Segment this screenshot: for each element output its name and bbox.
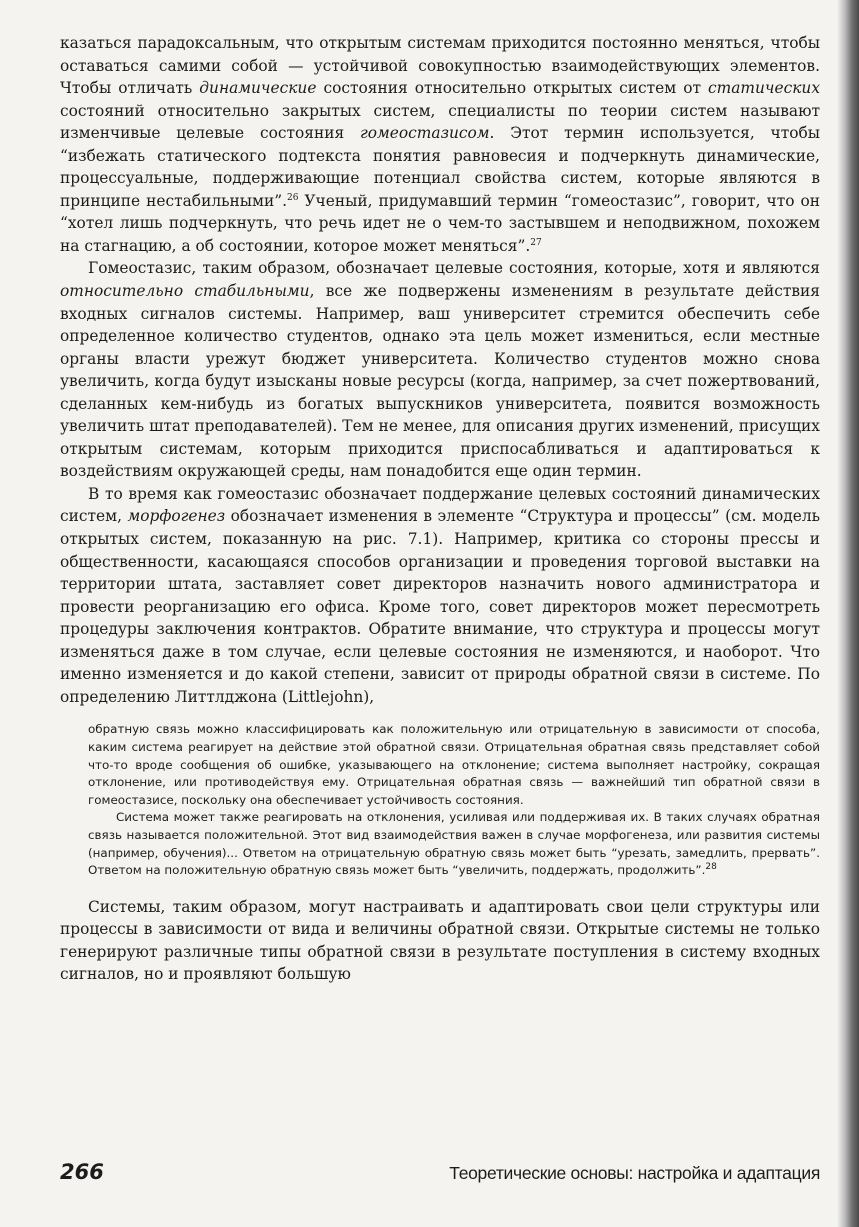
page-footer bbox=[60, 1160, 820, 1190]
page-body bbox=[60, 32, 820, 986]
text-span: Система может также реагировать на отклонения, усиливая или поддерживая их. В таких случаях обратная связь называется положительной. Этот вид взаимодействия важен в случае морфогенеза, или развития системы (например, обучения)... Ответом на отрицательную обратную связь может быть “урезать, замедлить, прервать”. Ответом на положительную обратную связь может быть “увеличить, поддержать, продолжить”. bbox=[88, 810, 820, 878]
paragraph-4: Системы, таким образом, могут настраивать и адаптировать свои цели структуры или процессы в зависимости от вида и величины обратной связи. Открытые системы не только генерируют различные типы обратной связи в результате поступления в систему входных сигналов, но и проявляют большую bbox=[60, 897, 820, 984]
text-span: Гомеостазис, таким образом, обозначает целевые состояния, которые, хотя и являются bbox=[88, 259, 820, 278]
paragraph-2 bbox=[60, 257, 820, 482]
text-span: В то время как гомеостазис обозначает поддержание целевых состояний динамических систем, bbox=[60, 484, 820, 526]
footnote-ref: 26 bbox=[286, 192, 299, 203]
emphasis-term: относительно стабильными bbox=[60, 282, 310, 301]
emphasis-term: морфогенез bbox=[127, 507, 226, 526]
text-span: состояния относительно открытых систем от bbox=[316, 79, 709, 98]
quote-paragraph-1: обратную связь можно классифицировать как положительную или отрицательную в зависимости от способа, каким система реагирует на действие этой обратной связи. Отрицательная обратная связь представляет собой что-то вроде сообщения об ошибке, указывающего на отклонение; система выполняет настройку, сокращая отклонение, или противодействуя ему. Отрицательная обратная связь — важнейший тип обратной связи в гомеостазисе, поскольку она обеспечивает устойчивость состояния. bbox=[88, 722, 820, 807]
text-span: казаться парадоксальным, что открытым системам приходится постоянно меняться, чтобы оставаться самими собой — устойчивой совокупностью взаимодействующих элементов. Чтобы отличать bbox=[60, 34, 820, 98]
footnote-ref: 28 bbox=[705, 862, 717, 873]
emphasis-term: статических bbox=[708, 79, 821, 98]
quote-paragraph-2 bbox=[88, 809, 820, 879]
text-span: состояний относительно закрытых систем, специалисты по теории систем называют изменчивые целевые состояния bbox=[60, 101, 820, 143]
emphasis-term: динамические bbox=[199, 79, 317, 98]
page-edge-shadow bbox=[837, 0, 859, 1227]
footnote-ref: 27 bbox=[530, 237, 542, 248]
page-number: 266 bbox=[60, 1160, 104, 1184]
running-head: Теоретические основы: настройка и адаптация bbox=[449, 1163, 820, 1183]
text-span: , все же подвержены изменениям в результате действия входных сигналов системы. Например, ваш университет стремится обеспечить себе определенное количество студентов, однако эта цель может измениться, если местные органы власти урежут бюджет университета. Количество студентов можно снова увеличить, когда будут изысканы новые ресурсы (когда, например, за счет пожертвований, сделанных кем-нибудь из богатых выпускников университета, появится возможность увеличить штат преподавателей). Тем не менее, для описания других изменений, присущих открытым системам, которым приходится приспосабливаться и адаптироваться к воздействиям окружающей среды, нам понадобится еще один термин. bbox=[60, 282, 820, 481]
text-span: обозначает изменения в элементе “Структура и процессы” (см. модель открытых систем, показанную на рис. 7.1). Например, критика со стороны прессы и общественности, касающаяся способов организации и проведения торговой выставки на территории штата, заставляет совет директоров назначить нового администратора и провести реорганизацию его офиса. Кроме того, совет директоров может пересмотреть процедуры заключения контрактов. Обратите внимание, что структура и процессы могут изменяться даже в том случае, если целевые состояния не изменяются, и наоборот. Что именно изменяется и до какой степени, зависит от природы обратной связи в системе. По определению Литтлджона (Littlejohn), bbox=[60, 507, 820, 706]
block-quote bbox=[88, 721, 820, 879]
text-span: Ученый, придумавший термин “гомеостазис”, говорит, что он “хотел лишь подчеркнуть, что речь идет не о чем-то застывшем и неподвижном, похожем на стагнацию, а об состоянии, которое может меняться”. bbox=[60, 191, 820, 255]
text-span: . Этот термин используется, чтобы “избежать статического подтекста понятия равновесия и подчеркнуть динамические, процессуальные, поддерживающие потенциал свойства систем, которые являются в принципе нестабильными”. bbox=[60, 124, 820, 210]
paragraph-3 bbox=[60, 483, 820, 708]
emphasis-term: гомеостазисом bbox=[360, 124, 490, 143]
paragraph-1 bbox=[60, 32, 820, 257]
